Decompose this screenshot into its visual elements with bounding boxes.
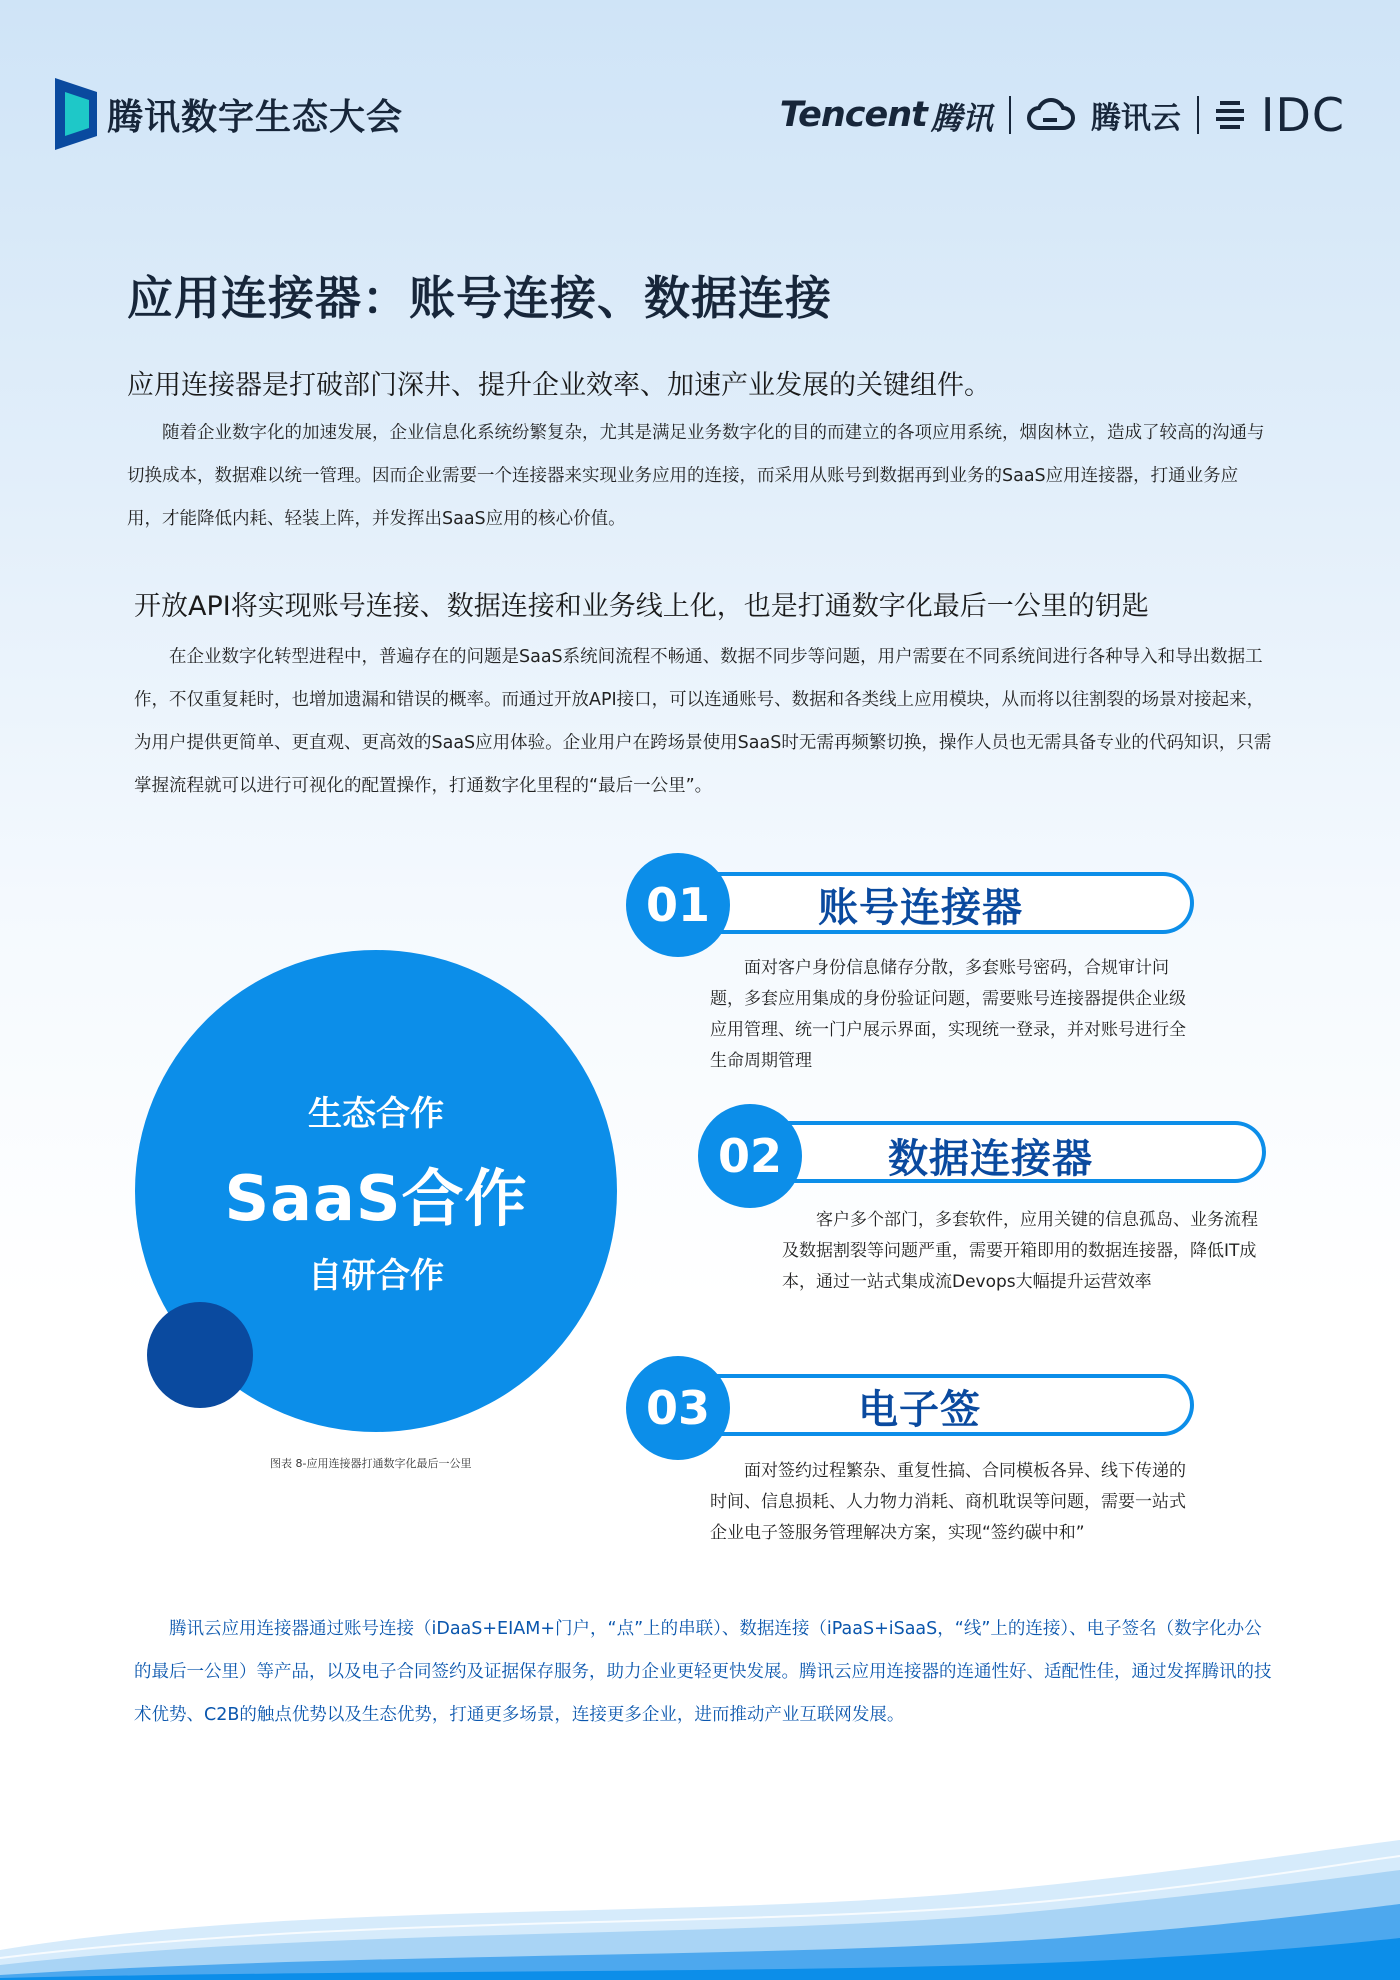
tencent-cloud-logo-text: 腾讯云 xyxy=(1090,101,1181,136)
logo-divider xyxy=(1197,96,1199,134)
feature-3-number: 03 xyxy=(626,1356,730,1460)
logo-divider xyxy=(1009,96,1011,134)
feature-1-title: 账号连接器 xyxy=(818,885,1023,931)
event-logo-icon xyxy=(55,78,97,150)
feature-3-description: 面对签约过程繁杂、重复性搞、合同模板各异、线下传递的时间、信息损耗、人力物力消耗、商机耽误等问题，需要一站式企业电子签服务管理解决方案，实现“签约碳中和” xyxy=(710,1461,1186,1543)
partner-logos xyxy=(780,88,1345,142)
feature-1-description: 面对客户身份信息储存分散，多套账号密码，合规审计问题，多套应用集成的身份验证问题，需要账号连接器提供企业级应用管理、统一门户展示界面，实现统一登录，并对账号进行全生命周期管理 xyxy=(710,958,1186,1071)
section-2-paragraph: 在企业数字化转型进程中，普遍存在的问题是SaaS系统间流程不畅通、数据不同步等问题，用户需要在不同系统间进行各种导入和导出数据工作，不仅重复耗时，也增加遗漏和错误的概率。而通过开放API接口，可以连通账号、数据和各类线上应用模块，从而将以往割裂的场景对接起来，为用户提供更简单、更直观、更高效的SaaS应用体验。企业用户在跨场景使用SaaS时无需再频繁切换，操作人员也无需具备专业的代码知识，只需掌握流程就可以进行可视化的配置操作，打通数字化里程的“最后一公里”。 xyxy=(134,647,1272,796)
section-1-subtitle: 应用连接器是打破部门深井、提升企业效率、加速产业发展的关键组件。 xyxy=(127,370,991,401)
idc-globe-icon xyxy=(1215,97,1245,133)
feature-2-title: 数据连接器 xyxy=(888,1136,1093,1182)
event-logo-text: 腾讯数字生态大会 xyxy=(107,96,404,138)
section-2-subtitle: 开放API将实现账号连接、数据连接和业务线上化，也是打通数字化最后一公里的钥匙 xyxy=(134,591,1149,622)
idc-logo-text: IDC xyxy=(1260,88,1345,142)
figure-caption: 图表 8-应用连接器打通数字化最后一公里 xyxy=(270,1457,472,1470)
conclusion-paragraph: 腾讯云应用连接器通过账号连接（iDaaS+EIAM+门户，“点”上的串联）、数据连接（iPaaS+iSaaS，“线”上的连接）、电子签名（数字化办公的最后一公里）等产品，以及电子合同签约及证据保存服务，助力企业更轻更快发展。腾讯云应用连接器的连通性好、适配性佳，通过发挥腾讯的技术优势、C2B的触点优势以及生态优势，打通更多场景，连接更多企业，进而推动产业互联网发展。 xyxy=(134,1619,1272,1725)
section-1-paragraph: 随着企业数字化的加速发展，企业信息化系统纷繁复杂，尤其是满足业务数字化的目的而建立的各项应用系统，烟囱林立，造成了较高的沟通与切换成本，数据难以统一管理。因而企业需要一个连接器来实现业务应用的连接，而采用从账号到数据再到业务的SaaS应用连接器，打通业务应用，才能降低内耗、轻装上阵，并发挥出SaaS应用的核心价值。 xyxy=(127,423,1265,529)
circle-line-ecosystem: 生态合作 xyxy=(308,1093,444,1134)
decorative-small-circle xyxy=(147,1302,253,1408)
feature-1-number: 01 xyxy=(626,853,730,957)
decorative-bottom-waves xyxy=(0,1830,1400,1980)
feature-2-description: 客户多个部门，多套软件，应用关键的信息孤岛、业务流程及数据割裂等问题严重，需要开箱即用的数据连接器，降低IT成本，通过一站式集成流Devops大幅提升运营效率 xyxy=(782,1210,1258,1292)
tencent-logo-en: Tencent xyxy=(779,95,927,135)
tencent-logo-cn: 腾讯 xyxy=(930,100,993,137)
feature-3-title: 电子签 xyxy=(858,1387,981,1433)
event-logo xyxy=(55,78,403,150)
circle-line-self-developed: 自研合作 xyxy=(308,1255,444,1296)
feature-2-number: 02 xyxy=(698,1104,802,1208)
page-title: 应用连接器：账号连接、数据连接 xyxy=(127,271,832,325)
circle-line-saas: SaaS合作 xyxy=(224,1161,528,1235)
cloud-icon xyxy=(1027,98,1075,132)
